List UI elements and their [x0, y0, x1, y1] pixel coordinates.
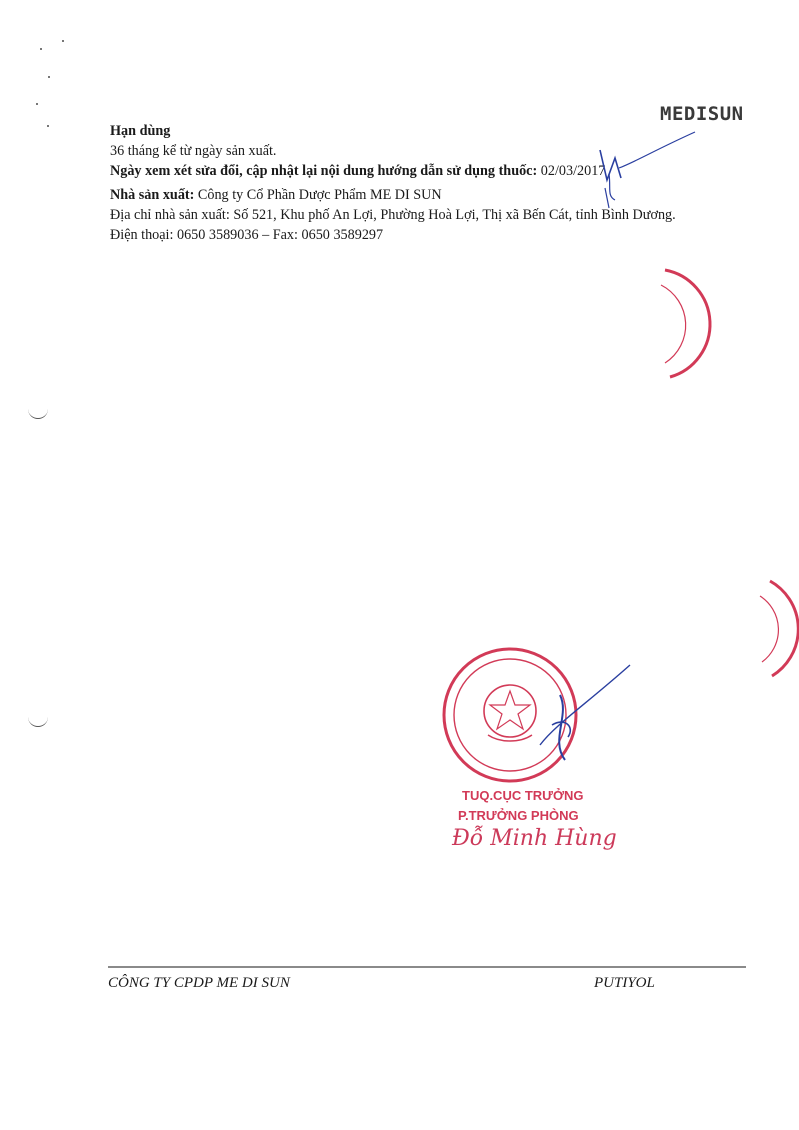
manufacturer-phone-fax: Điện thoại: 0650 3589036 – Fax: 0650 3589297 — [110, 227, 384, 243]
approval-title-line2: P.TRƯỞNG PHÒNG — [458, 808, 579, 823]
footer-divider — [108, 966, 746, 968]
binder-hole — [28, 404, 48, 419]
approval-signer-name: Đỗ Minh Hùng — [452, 826, 617, 851]
footer-product: PUTIYOL — [594, 975, 655, 991]
revision-label: Ngày xem xét sửa đổi, cập nhật lại nội dung hướng dẫn sử dụng thuốc: — [110, 163, 538, 179]
scan-speck — [47, 125, 49, 127]
expiry-heading: Hạn dùng — [110, 123, 171, 139]
partial-seal-icon — [750, 578, 799, 678]
medisun-logo: MEDISUN — [660, 103, 744, 125]
scan-speck — [62, 40, 64, 42]
initials-signature-icon — [595, 130, 705, 210]
approval-title-line1: TUQ.CỤC TRƯỞNG — [462, 788, 584, 803]
footer-company: CÔNG TY CPDP ME DI SUN — [108, 975, 290, 991]
expiry-value: 36 tháng kể từ ngày sản xuất. — [110, 143, 277, 159]
partial-seal-icon — [655, 265, 715, 380]
manufacturer-address: Địa chỉ nhà sản xuất: Số 521, Khu phố An Lợi, Phường Hoà Lợi, Thị xã Bến Cát, tỉnh Bình Dương. — [110, 207, 676, 223]
binder-hole — [28, 712, 48, 727]
revision-date: 02/03/2017 — [540, 163, 606, 179]
signature-stroke-icon — [530, 665, 640, 765]
scan-speck — [48, 76, 50, 78]
official-seal — [440, 645, 580, 785]
scan-speck — [36, 103, 38, 105]
scan-speck — [40, 48, 42, 50]
manufacturer-label: Nhà sản xuất: — [110, 187, 195, 203]
manufacturer-name: Công ty Cổ Phần Dược Phẩm ME DI SUN — [197, 187, 442, 203]
approval-signature-block — [440, 786, 640, 852]
